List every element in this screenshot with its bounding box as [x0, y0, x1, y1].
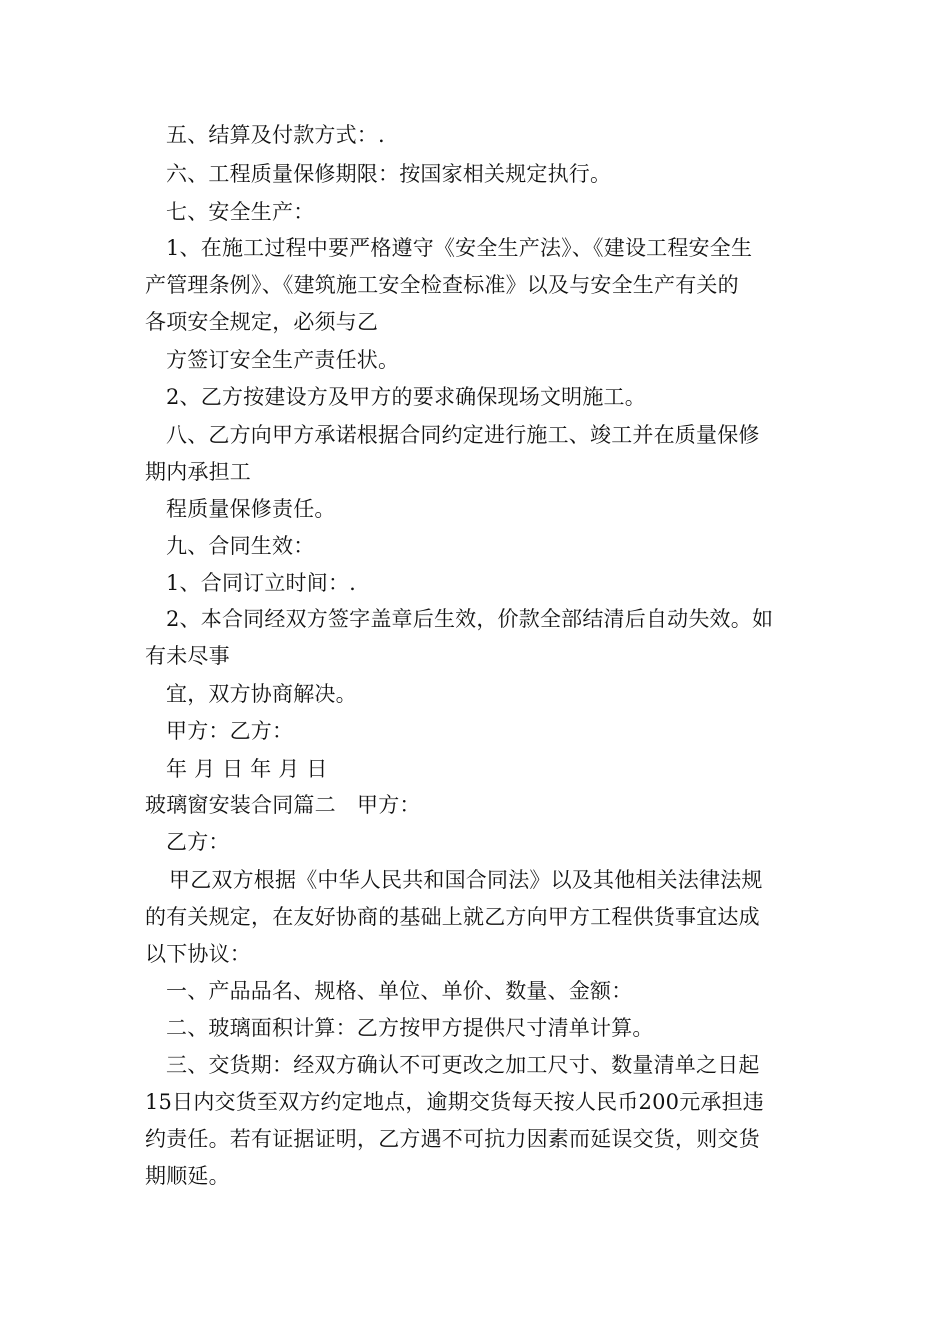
text-line: 2、乙方按建设方及甲方的要求确保现场文明施工。	[166, 385, 646, 409]
text-line: 各项安全规定，必须与乙	[145, 310, 379, 334]
text-line: 乙方：	[166, 830, 230, 854]
text-line: 方签订安全生产责任状。	[166, 348, 400, 372]
text-line: 期顺延。	[145, 1164, 230, 1188]
text-line: 的有关规定，在友好协商的基础上就乙方向甲方工程供货事宜达成	[145, 905, 760, 929]
text-line: 15日内交货至双方约定地点，逾期交货每天按人民币200元承担违	[145, 1090, 765, 1114]
text-line: 以下协议：	[145, 942, 251, 966]
text-line: 约责任。若有证据证明，乙方遇不可抗力因素而延误交货，则交货	[145, 1127, 760, 1151]
text-line: 六、工程质量保修期限：按国家相关规定执行。	[166, 162, 612, 186]
text-line: 玻璃窗安装合同篇二 甲方：	[145, 793, 421, 817]
text-line: 产管理条例》、《建筑施工安全检查标准》以及与安全生产有关的	[145, 273, 739, 297]
text-line: 1、在施工过程中要严格遵守《安全生产法》、《建设工程安全生	[166, 236, 753, 260]
text-line: 期内承担工	[145, 460, 251, 484]
text-line: 二、玻璃面积计算：乙方按甲方提供尺寸清单计算。	[166, 1016, 654, 1040]
text-line: 有未尽事	[145, 644, 230, 668]
text-line: 年 月 日 年 月 日	[166, 757, 328, 781]
text-line: 宜，双方协商解决。	[166, 682, 357, 706]
text-line: 1、合同订立时间：.	[166, 571, 357, 595]
text-line: 五、结算及付款方式：.	[166, 123, 385, 147]
text-line: 八、乙方向甲方承诺根据合同约定进行施工、竣工并在质量保修	[166, 423, 760, 447]
text-line: 七、安全生产：	[166, 200, 315, 224]
text-line: 九、合同生效：	[166, 534, 315, 558]
text-line: 甲方：乙方：	[166, 719, 294, 743]
text-line: 甲乙双方根据《中华人民共和国合同法》以及其他相关法律法规	[169, 868, 763, 892]
text-line: 程质量保修责任。	[166, 497, 336, 521]
text-line: 一、产品品名、规格、单位、单价、数量、金额：	[166, 979, 633, 1003]
text-line: 三、交货期：经双方确认不可更改之加工尺寸、数量清单之日起	[166, 1053, 760, 1077]
text-line: 2、本合同经双方签字盖章后生效，价款全部结清后自动失效。如	[166, 607, 774, 631]
